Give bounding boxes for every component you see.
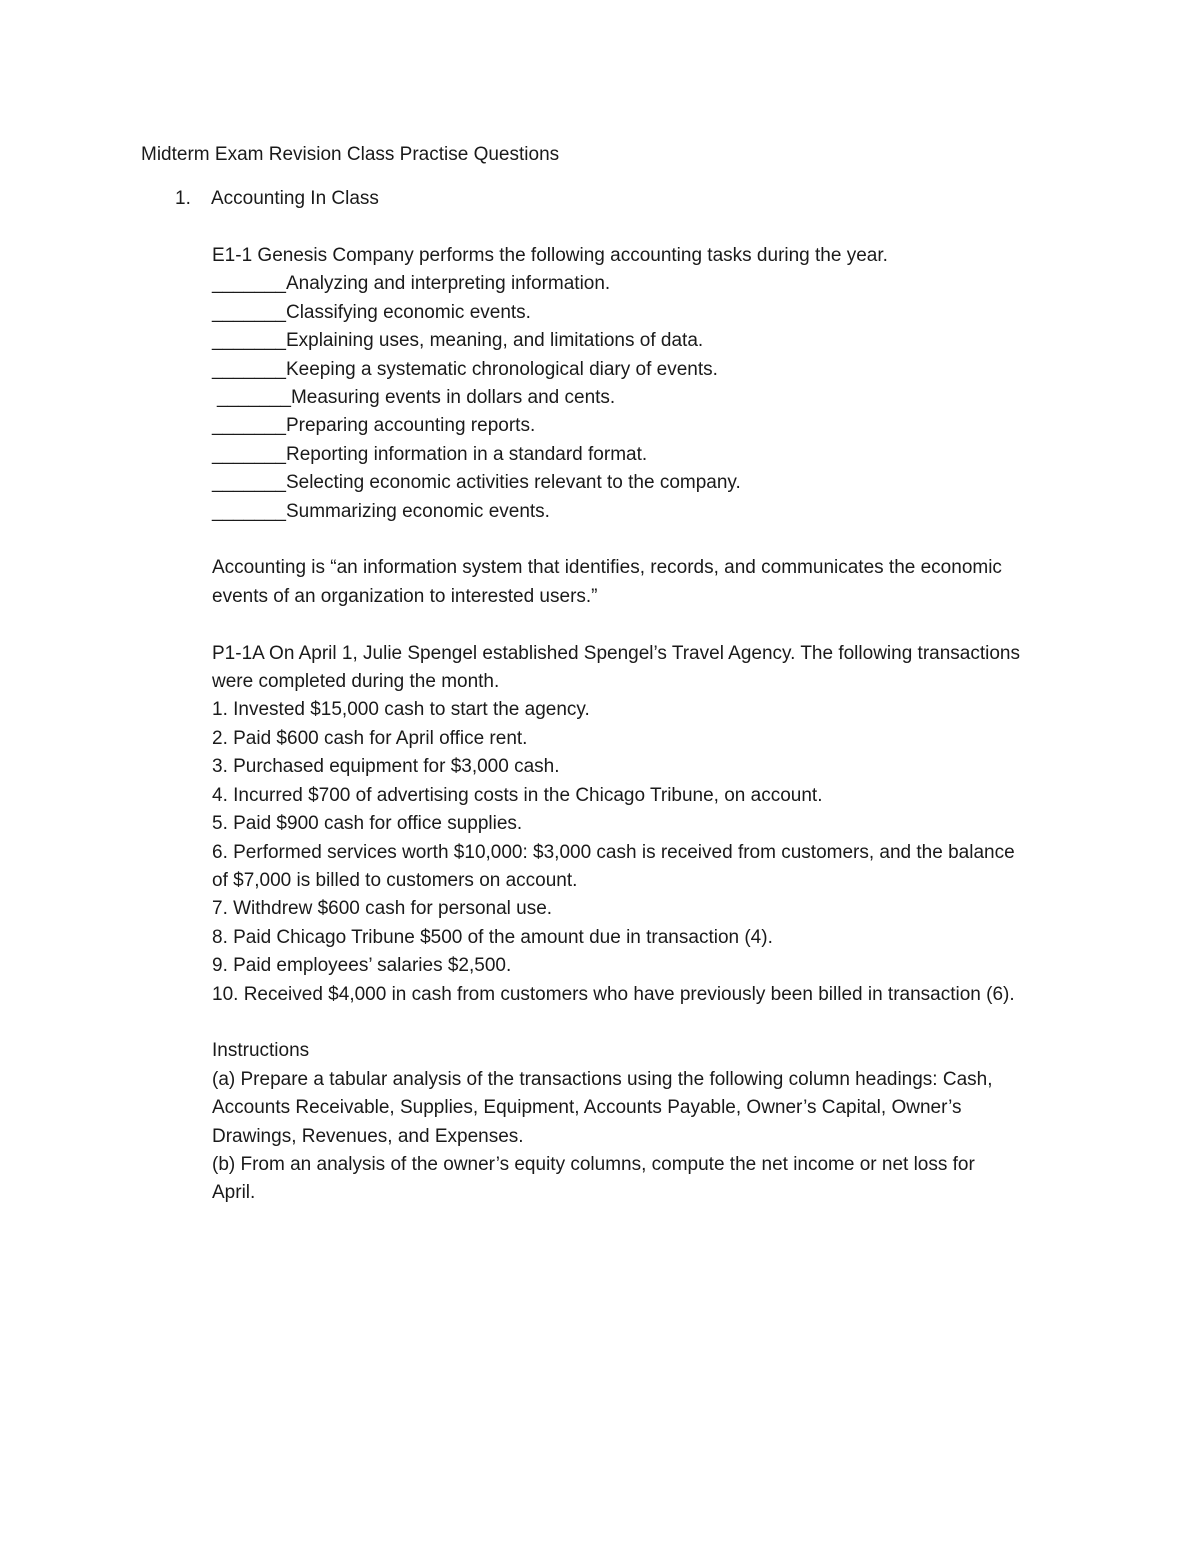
problem-intro-line: were completed during the month. xyxy=(212,671,500,693)
transaction-item: 2. Paid $600 cash for April office rent. xyxy=(212,727,528,749)
problem-intro-line: P1-1A On April 1, Julie Spengel established Spengel’s Travel Agency. The following transactions xyxy=(212,642,1020,664)
transaction-item: 8. Paid Chicago Tribune $500 of the amount due in transaction (4). xyxy=(212,926,773,948)
transaction-item: 9. Paid employees’ salaries $2,500. xyxy=(212,955,512,977)
paragraph-gap xyxy=(212,611,1072,639)
transaction-item: 3. Purchased equipment for $3,000 cash. xyxy=(212,756,560,778)
definition-line: Accounting is “an information system that identifies, records, and communicates the economic xyxy=(212,557,1002,579)
task-item: _______Explaining uses, meaning, and limitations of data. xyxy=(212,330,704,352)
definition-line: events of an organization to interested users.” xyxy=(212,585,598,607)
transaction-item: 7. Withdrew $600 cash for personal use. xyxy=(212,898,553,920)
transaction-item: 5. Paid $900 cash for office supplies. xyxy=(212,813,523,835)
transaction-item: 6. Performed services worth $10,000: $3,000 cash is received from customers, and the balance xyxy=(212,841,1015,863)
problem-p1-1a xyxy=(212,640,1072,1009)
exercise-e1-1-intro: E1-1 Genesis Company performs the following accounting tasks during the year. xyxy=(212,245,888,266)
section-heading xyxy=(175,186,379,212)
task-item: _______Analyzing and interpreting information. xyxy=(212,273,611,295)
instructions-heading: Instructions xyxy=(212,1040,310,1062)
instructions xyxy=(212,1037,1072,1207)
transaction-item: of $7,000 is billed to customers on account. xyxy=(212,869,578,891)
transaction-item: 10. Received $4,000 in cash from customers who have previously been billed in transaction (6). xyxy=(212,983,1015,1005)
task-item: _______Keeping a systematic chronological diary of events. xyxy=(212,358,718,380)
transaction-item: 4. Incurred $700 of advertising costs in the Chicago Tribune, on account. xyxy=(212,784,823,806)
accounting-definition xyxy=(212,554,1072,611)
instruction-line: (b) From an analysis of the owner’s equity columns, compute the net income or net loss for xyxy=(212,1153,975,1175)
instruction-line: (a) Prepare a tabular analysis of the transactions using the following column headings: Cash, xyxy=(212,1068,993,1090)
transaction-item: 1. Invested $15,000 cash to start the agency. xyxy=(212,699,590,721)
paragraph-gap xyxy=(212,1009,1072,1037)
transaction-list xyxy=(212,696,1072,1008)
task-item: _______Selecting economic activities relevant to the company. xyxy=(212,472,741,494)
task-item: _______Reporting information in a standard format. xyxy=(212,443,648,465)
section-label: Accounting In Class xyxy=(211,188,379,209)
task-item: _______Summarizing economic events. xyxy=(212,500,550,522)
instruction-line: April. xyxy=(212,1182,256,1204)
document-title: Midterm Exam Revision Class Practise Questions xyxy=(141,144,560,165)
exercise-e1-1-task-list xyxy=(212,270,1072,526)
instruction-line: Accounts Receivable, Supplies, Equipment, Accounts Payable, Owner’s Capital, Owner’s xyxy=(212,1097,962,1119)
task-item: _______Measuring events in dollars and cents. xyxy=(217,387,616,409)
section-number: 1. xyxy=(175,188,191,209)
section-body xyxy=(212,242,1072,1208)
instruction-line: Drawings, Revenues, and Expenses. xyxy=(212,1125,524,1147)
paragraph-gap xyxy=(212,526,1072,554)
task-item: _______Classifying economic events. xyxy=(212,301,531,323)
task-item: _______Preparing accounting reports. xyxy=(212,415,536,437)
